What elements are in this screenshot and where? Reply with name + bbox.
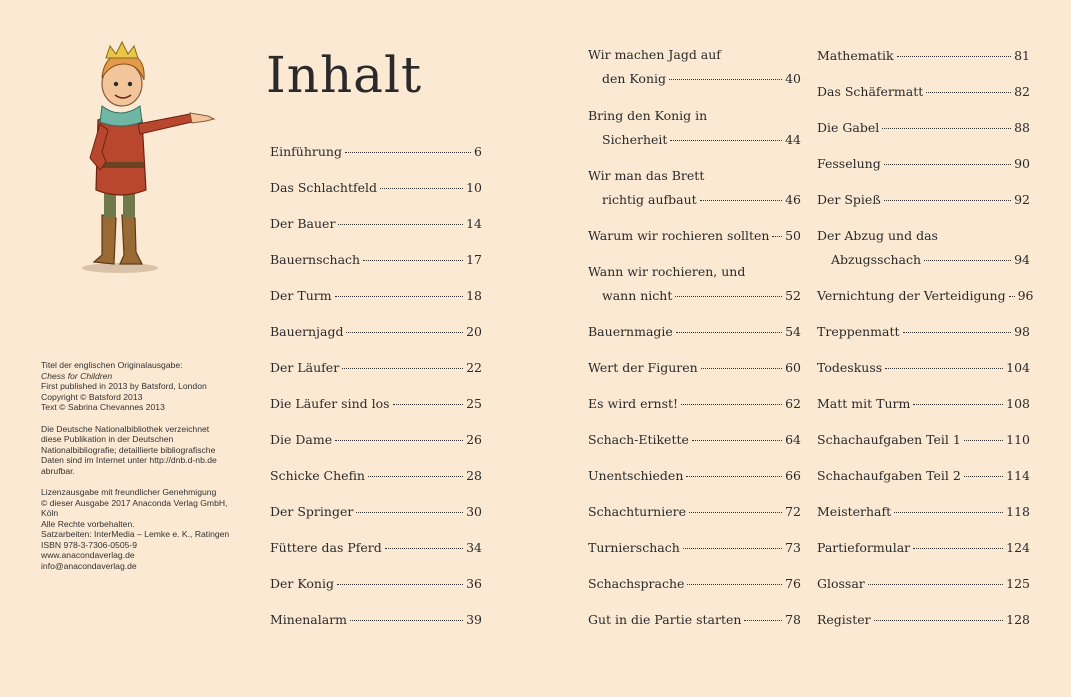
toc-entry-title: Schachaufgaben Teil 2 bbox=[817, 468, 961, 483]
toc-entry-title: Der Springer bbox=[270, 504, 354, 519]
toc-page-number: 125 bbox=[1006, 576, 1030, 591]
toc-entry[interactable] bbox=[817, 120, 1030, 135]
toc-entry-line1: Wir man das Brett bbox=[588, 168, 705, 183]
toc-entry[interactable] bbox=[817, 540, 1030, 555]
toc-leader-dots bbox=[337, 584, 463, 585]
toc-leader-dots bbox=[380, 188, 463, 189]
toc-entry-title: Unentschieden bbox=[588, 468, 684, 483]
toc-entry-title: Vernichtung der Verteidigung bbox=[817, 288, 1006, 303]
toc-page-number: 14 bbox=[466, 216, 482, 231]
toc-entry[interactable] bbox=[270, 324, 482, 339]
toc-leader-dots bbox=[884, 164, 1011, 165]
toc-entry[interactable] bbox=[817, 156, 1030, 171]
toc-leader-dots bbox=[897, 56, 1011, 57]
toc-entry[interactable] bbox=[270, 180, 482, 195]
imprint-line: Copyright © Batsford 2013 bbox=[41, 391, 143, 402]
imprint-line: diese Publikation in der Deutschen bbox=[41, 434, 174, 444]
toc-leader-dots bbox=[342, 368, 463, 369]
toc-entry-title: Der Konig bbox=[270, 576, 334, 591]
toc-page-number: 90 bbox=[1014, 156, 1030, 171]
toc-entry-title: Der Turm bbox=[270, 288, 332, 303]
toc-leader-dots bbox=[335, 440, 463, 441]
toc-leader-dots bbox=[335, 296, 464, 297]
imprint-original-edition bbox=[41, 360, 241, 413]
toc-entry[interactable] bbox=[270, 360, 482, 375]
toc-page-number: 92 bbox=[1014, 192, 1030, 207]
toc-leader-dots bbox=[884, 200, 1011, 201]
toc-entry-title: Sicherheit bbox=[602, 132, 668, 147]
toc-leader-dots bbox=[903, 332, 1012, 333]
toc-entry-line1: Wir machen Jagd auf bbox=[588, 47, 721, 62]
toc-page-number: 114 bbox=[1006, 468, 1030, 483]
toc-leader-dots bbox=[683, 548, 782, 549]
toc-entry-title: Turnierschach bbox=[588, 540, 680, 555]
toc-entry-title: Bauernschach bbox=[270, 252, 361, 267]
toc-entry-title: Mathematik bbox=[817, 48, 894, 63]
imprint-line: Lizenzausgabe mit freundlicher Genehmigung bbox=[41, 487, 217, 497]
toc-entry-title: Der Bauer bbox=[270, 216, 336, 231]
toc-entry-title: Gut in die Partie starten bbox=[588, 612, 742, 627]
toc-leader-dots bbox=[686, 476, 782, 477]
imprint bbox=[41, 360, 241, 582]
toc-leader-dots bbox=[669, 79, 782, 80]
toc-leader-dots bbox=[701, 368, 782, 369]
toc-entry[interactable] bbox=[588, 396, 801, 411]
toc-entry[interactable] bbox=[270, 468, 482, 483]
toc-entry-title: Bauernjagd bbox=[270, 324, 344, 339]
toc-entry[interactable] bbox=[588, 71, 801, 86]
toc-leader-dots bbox=[350, 620, 463, 621]
toc-leader-dots bbox=[700, 200, 782, 201]
toc-leader-dots bbox=[885, 368, 1003, 369]
toc-entry-title: Das Schlachtfeld bbox=[270, 180, 378, 195]
imprint-line: © dieser Ausgabe 2017 Anaconda Verlag GmbH, bbox=[41, 497, 228, 508]
toc-entry-title: richtig aufbaut bbox=[602, 192, 697, 207]
imprint-line: info@anacondaverlag.de bbox=[41, 560, 137, 571]
toc-page-number: 30 bbox=[466, 504, 482, 519]
toc-entry-title: Todeskuss bbox=[817, 360, 883, 375]
toc-entry[interactable] bbox=[817, 576, 1030, 591]
toc-page-number: 44 bbox=[785, 132, 801, 147]
toc-page-number: 25 bbox=[466, 396, 482, 411]
toc-entry[interactable] bbox=[588, 324, 801, 339]
toc-leader-dots bbox=[913, 404, 1003, 405]
toc-entry-title: Die Läufer sind los bbox=[270, 396, 390, 411]
toc-page-number: 94 bbox=[1014, 252, 1030, 267]
toc-leader-dots bbox=[926, 92, 1011, 93]
toc-page-number: 36 bbox=[466, 576, 482, 591]
toc-leader-dots bbox=[692, 440, 782, 441]
toc-entry-title: Die Gabel bbox=[817, 120, 880, 135]
toc-entry[interactable] bbox=[270, 612, 482, 627]
imprint-line: ISBN 978-3-7306-0505-9 bbox=[41, 539, 138, 550]
toc-leader-dots bbox=[681, 404, 782, 405]
imprint-line: www.anacondaverlag.de bbox=[41, 550, 135, 560]
toc-column-3 bbox=[817, 0, 1034, 697]
toc-entry[interactable] bbox=[270, 252, 482, 267]
toc-page-number: 39 bbox=[466, 612, 482, 627]
imprint-dnb-notice bbox=[41, 424, 241, 477]
toc-page-number: 20 bbox=[466, 324, 482, 339]
toc-entry-title: Glossar bbox=[817, 576, 865, 591]
toc-entry-title: Minenalarm bbox=[270, 612, 348, 627]
toc-page-number: 62 bbox=[785, 396, 801, 411]
toc-entry-title: Matt mit Turm bbox=[817, 396, 911, 411]
toc-entry[interactable] bbox=[817, 612, 1030, 627]
toc-leader-dots bbox=[676, 332, 782, 333]
toc-entry-title: Schachsprache bbox=[588, 576, 685, 591]
toc-page-number: 46 bbox=[785, 192, 801, 207]
toc-page-number: 64 bbox=[785, 432, 801, 447]
toc-leader-dots bbox=[346, 332, 463, 333]
toc-entry-line1: Bring den Konig in bbox=[588, 108, 708, 123]
toc-entry[interactable] bbox=[588, 288, 801, 303]
toc-leader-dots bbox=[385, 548, 463, 549]
toc-page-number: 82 bbox=[1014, 84, 1030, 99]
imprint-line: Die Deutsche Nationalbibliothek verzeichnet bbox=[41, 423, 210, 434]
toc-leader-dots bbox=[368, 476, 463, 477]
toc-entry[interactable] bbox=[270, 288, 482, 303]
toc-entry-title: Schachturniere bbox=[588, 504, 686, 519]
toc-entry[interactable] bbox=[588, 468, 801, 483]
toc-column-1 bbox=[270, 0, 482, 697]
toc-entry[interactable] bbox=[817, 48, 1030, 63]
toc-entry-title: Es wird ernst! bbox=[588, 396, 679, 411]
toc-entry-title: Fesselung bbox=[817, 156, 881, 171]
toc-page-number: 88 bbox=[1014, 120, 1030, 135]
imprint-line: First published in 2013 by Batsford, London bbox=[41, 381, 207, 391]
toc-column-2 bbox=[588, 0, 801, 697]
toc-leader-dots bbox=[338, 224, 463, 225]
imprint-line: Nationalbibliografie; detaillierte bibliografische bbox=[41, 444, 216, 455]
toc-entry-title: Treppenmatt bbox=[817, 324, 900, 339]
toc-entry[interactable] bbox=[817, 360, 1030, 375]
toc-leader-dots bbox=[964, 440, 1003, 441]
toc-entry[interactable] bbox=[817, 252, 1030, 267]
toc-entry-title: den Konig bbox=[602, 71, 667, 86]
toc-page-number: 118 bbox=[1006, 504, 1030, 519]
toc-page-number: 108 bbox=[1006, 396, 1030, 411]
toc-leader-dots bbox=[689, 512, 782, 513]
toc-entry-title: Register bbox=[817, 612, 871, 627]
toc-leader-dots bbox=[924, 260, 1011, 261]
toc-entry-title: Bauernmagie bbox=[588, 324, 673, 339]
toc-entry[interactable] bbox=[270, 144, 482, 159]
toc-leader-dots bbox=[363, 260, 463, 261]
toc-entry[interactable] bbox=[817, 504, 1030, 519]
toc-page-number: 124 bbox=[1006, 540, 1030, 555]
toc-leader-dots bbox=[687, 584, 782, 585]
imprint-line: Chess for Children bbox=[41, 370, 113, 381]
toc-entry-title: Die Dame bbox=[270, 432, 333, 447]
toc-entry[interactable] bbox=[588, 132, 801, 147]
toc-leader-dots bbox=[894, 512, 1003, 513]
toc-page-number: 73 bbox=[785, 540, 801, 555]
toc-page-number: 128 bbox=[1006, 612, 1030, 627]
imprint-line: abrufbar. bbox=[41, 465, 75, 476]
toc-entry-title: Partieformular bbox=[817, 540, 911, 555]
toc-entry[interactable] bbox=[817, 324, 1030, 339]
toc-entry[interactable] bbox=[588, 504, 801, 519]
toc-leader-dots bbox=[744, 620, 782, 621]
toc-entry[interactable] bbox=[588, 432, 801, 447]
toc-entry[interactable] bbox=[270, 432, 482, 447]
toc-leader-dots bbox=[913, 548, 1003, 549]
toc-entry[interactable] bbox=[270, 540, 482, 555]
toc-entry[interactable] bbox=[817, 468, 1030, 483]
toc-leader-dots bbox=[345, 152, 471, 153]
toc-entry[interactable] bbox=[817, 432, 1030, 447]
toc-leader-dots bbox=[772, 236, 782, 237]
toc-leader-dots bbox=[675, 296, 782, 297]
toc-entry-title: wann nicht bbox=[602, 288, 673, 303]
toc-page-number: 6 bbox=[474, 144, 482, 159]
imprint-line: Köln bbox=[41, 508, 59, 518]
toc-leader-dots bbox=[393, 404, 464, 405]
toc-page-number: 17 bbox=[466, 252, 482, 267]
toc-entry-title: Meisterhaft bbox=[817, 504, 892, 519]
toc-page-number: 66 bbox=[785, 468, 801, 483]
toc-entry-title: Der Spieß bbox=[817, 192, 881, 207]
toc-entry-title: Warum wir rochieren sollten bbox=[588, 228, 770, 243]
imprint-line: Daten sind im Internet unter http://dnb.d-nb.de bbox=[41, 455, 217, 465]
toc-entry[interactable] bbox=[588, 228, 801, 243]
toc-page-number: 98 bbox=[1014, 324, 1030, 339]
toc-page-number: 104 bbox=[1006, 360, 1030, 375]
imprint-line: Satzarbeiten: InterMedia – Lemke e. K., Ratingen bbox=[41, 529, 230, 539]
toc-page-number: 60 bbox=[785, 360, 801, 375]
toc-leader-dots bbox=[964, 476, 1003, 477]
toc-entry[interactable] bbox=[588, 192, 801, 207]
toc-entry-line1: Wann wir rochieren, und bbox=[588, 264, 746, 279]
pointing-character-illustration bbox=[80, 40, 230, 280]
toc-leader-dots bbox=[1009, 296, 1015, 297]
toc-entry[interactable] bbox=[270, 576, 482, 591]
toc-entry[interactable] bbox=[588, 576, 801, 591]
toc-page-number: 34 bbox=[466, 540, 482, 555]
toc-entry[interactable] bbox=[270, 396, 482, 411]
toc-page-number: 52 bbox=[785, 288, 801, 303]
toc-entry-title: Schicke Chefin bbox=[270, 468, 365, 483]
imprint-license bbox=[41, 487, 241, 571]
toc-page-number: 40 bbox=[785, 71, 801, 86]
toc-entry-title: Einführung bbox=[270, 144, 342, 159]
toc-page-number: 72 bbox=[785, 504, 801, 519]
toc-page-number: 10 bbox=[466, 180, 482, 195]
toc-leader-dots bbox=[874, 620, 1004, 621]
toc-entry[interactable] bbox=[817, 396, 1030, 411]
toc-page-number: 96 bbox=[1017, 288, 1034, 303]
toc-entry[interactable] bbox=[270, 216, 482, 231]
toc-entry[interactable] bbox=[588, 612, 801, 627]
toc-entry-title: Füttere das Pferd bbox=[270, 540, 382, 555]
toc-entry[interactable] bbox=[817, 84, 1030, 99]
toc-leader-dots bbox=[356, 512, 463, 513]
toc-leader-dots bbox=[868, 584, 1003, 585]
toc-page-number: 18 bbox=[466, 288, 482, 303]
toc-page-number: 50 bbox=[785, 228, 801, 243]
toc-entry[interactable] bbox=[588, 360, 801, 375]
toc-entry[interactable] bbox=[817, 288, 1034, 303]
toc-leader-dots bbox=[882, 128, 1011, 129]
toc-entry-title: Schachaufgaben Teil 1 bbox=[817, 432, 961, 447]
toc-entry-title: Wert der Figuren bbox=[588, 360, 698, 375]
imprint-line: Alle Rechte vorbehalten. bbox=[41, 518, 135, 529]
toc-page-number: 81 bbox=[1014, 48, 1030, 63]
toc-page-number: 78 bbox=[785, 612, 801, 627]
toc-page-number: 22 bbox=[466, 360, 482, 375]
toc-page-number: 28 bbox=[466, 468, 482, 483]
toc-page-number: 26 bbox=[466, 432, 482, 447]
toc-page-number: 54 bbox=[785, 324, 801, 339]
toc-entry[interactable] bbox=[270, 504, 482, 519]
toc-entry-title: Der Läufer bbox=[270, 360, 340, 375]
page-title: Inhalt bbox=[266, 46, 423, 104]
toc-entry-title: Das Schäfermatt bbox=[817, 84, 924, 99]
toc-page-number: 110 bbox=[1006, 432, 1030, 447]
toc-entry-title: Schach-Etikette bbox=[588, 432, 689, 447]
toc-entry-line1: Der Abzug und das bbox=[817, 228, 938, 243]
imprint-line: Text © Sabrina Chevannes 2013 bbox=[41, 402, 165, 412]
toc-entry[interactable] bbox=[588, 540, 801, 555]
toc-page-number: 76 bbox=[785, 576, 801, 591]
toc-entry[interactable] bbox=[817, 192, 1030, 207]
imprint-line: Titel der englischen Originalausgabe: bbox=[41, 360, 183, 370]
toc-entry-title: Abzugsschach bbox=[831, 252, 922, 267]
toc-leader-dots bbox=[670, 140, 782, 141]
